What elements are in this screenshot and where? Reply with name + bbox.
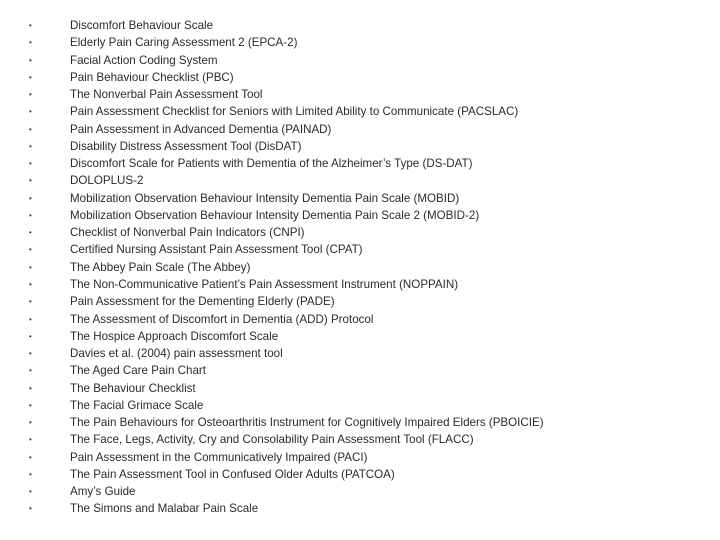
list-item-text: Pain Assessment in Advanced Dementia (PAINAD) [70, 122, 332, 136]
bullet-icon: • [29, 72, 32, 82]
list-item-text: The Behaviour Checklist [70, 381, 196, 395]
bullet-icon: • [29, 141, 32, 151]
bullet-icon: • [29, 193, 32, 203]
bullet-icon: • [29, 279, 32, 289]
bullet-icon: • [29, 314, 32, 324]
list-item-text: Amy’s Guide [70, 485, 136, 499]
bullet-icon: • [29, 210, 32, 220]
bullet-icon: • [29, 38, 32, 48]
bullet-icon: • [29, 331, 32, 341]
bullet-icon: • [29, 228, 32, 238]
list-item-text: The Non-Communicative Patient’s Pain Assessment Instrument (NOPPAIN) [70, 277, 459, 291]
bullet-icon: • [29, 124, 32, 134]
list-item-text: Mobilization Observation Behaviour Intensity Dementia Pain Scale 2 (MOBID-2) [70, 208, 480, 222]
list-item-text: The Pain Assessment Tool in Confused Older Adults (PATCOA) [70, 467, 395, 481]
bullet-icon: • [29, 90, 32, 100]
bullet-icon: • [29, 159, 32, 169]
bullet-icon: • [29, 383, 32, 393]
list-item-text: Pain Assessment Checklist for Seniors with Limited Ability to Communicate (PACSLAC) [70, 105, 519, 119]
list-item-text: The Nonverbal Pain Assessment Tool [70, 88, 263, 102]
list-item-text: The Assessment of Discomfort in Dementia (ADD) Protocol [70, 312, 374, 326]
bullet-icon: • [29, 245, 32, 255]
bullet-icon: • [29, 55, 32, 65]
bullet-icon: • [29, 435, 32, 445]
list-item-text: Discomfort Behaviour Scale [70, 19, 214, 32]
bullet-icon: • [29, 176, 32, 186]
list-item-text: Davies et al. (2004) pain assessment tool [70, 347, 283, 361]
list-item-text: Pain Assessment for the Dementing Elderly (PADE) [70, 295, 335, 309]
list-item-text: The Hospice Approach Discomfort Scale [70, 329, 279, 343]
bullet-icon: • [29, 366, 32, 376]
list-item-text: Disability Distress Assessment Tool (DisDAT) [70, 139, 302, 153]
list-item-text: The Aged Care Pain Chart [70, 364, 206, 378]
list-item-text: Discomfort Scale for Patients with Dementia of the Alzheimer’s Type (DS-DAT) [70, 157, 473, 171]
bullet-icon: • [29, 504, 32, 514]
bullet-icon: • [29, 262, 32, 272]
list-item-text: The Face, Legs, Activity, Cry and Consolability Pain Assessment Tool (FLACC) [70, 433, 474, 447]
bullet-icon: • [29, 400, 32, 410]
bullet-icon: • [29, 469, 32, 479]
bullet-icon: • [29, 297, 32, 307]
list-item-text: DOLOPLUS-2 [70, 174, 144, 188]
bullet-icon: • [29, 487, 32, 497]
list-item-text: Facial Action Coding System [70, 53, 218, 67]
list-item-text: The Abbey Pain Scale (The Abbey) [70, 260, 251, 274]
list-item-text: The Simons and Malabar Pain Scale [70, 502, 259, 516]
bullet-icon: • [29, 107, 32, 117]
bullet-icon: • [29, 452, 32, 462]
list-item-text: Certified Nursing Assistant Pain Assessment Tool (CPAT) [70, 243, 363, 257]
list-item-text: Pain Behaviour Checklist (PBC) [70, 70, 234, 84]
list-item-text: Checklist of Nonverbal Pain Indicators (CNPI) [70, 226, 305, 240]
list-item-text: Mobilization Observation Behaviour Intensity Dementia Pain Scale (MOBID) [70, 191, 460, 205]
list-item-text: The Pain Behaviours for Osteoarthritis Instrument for Cognitively Impaired Elders (PBOICIE) [70, 416, 544, 430]
list-item-text: The Facial Grimace Scale [70, 398, 204, 412]
list-item-text: Elderly Pain Caring Assessment 2 (EPCA-2) [70, 36, 298, 50]
bullet-icon: • [29, 418, 32, 428]
list-item-text: Pain Assessment in the Communicatively Impaired (PACI) [70, 450, 368, 464]
bullet-icon: • [29, 349, 32, 359]
bullet-icon: • [29, 21, 32, 30]
